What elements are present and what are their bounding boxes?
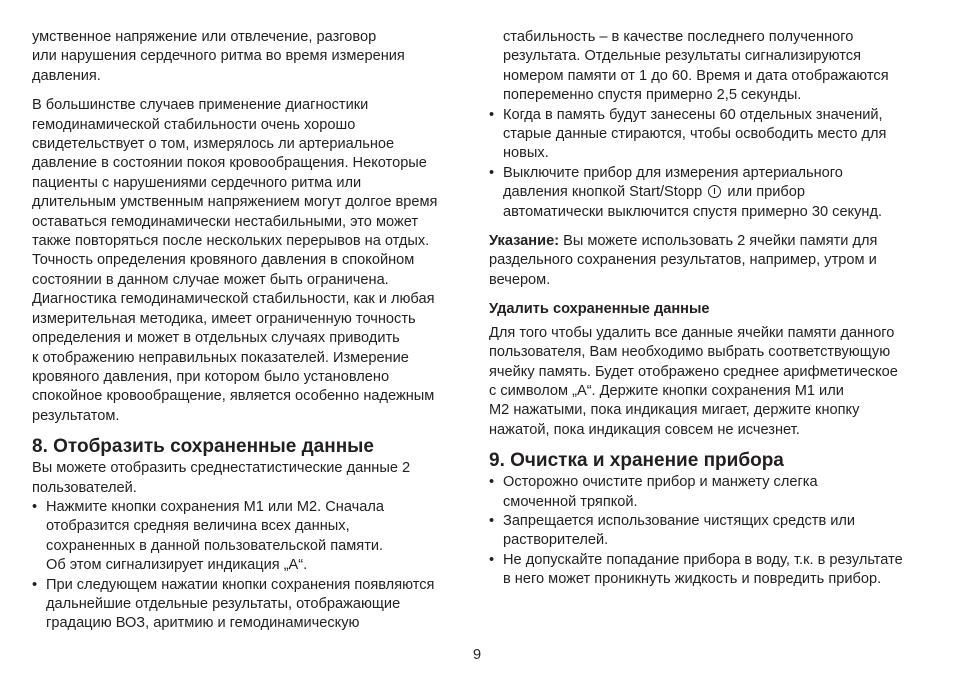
list-item xyxy=(32,498,472,576)
list-item xyxy=(489,512,929,551)
text-line: спокойное кровообращение, является особенно надежным xyxy=(32,388,435,405)
list-item xyxy=(489,164,929,222)
text-line: попеременно спустя примерно 2,5 секунды. xyxy=(503,87,802,104)
text-line: сохраненных в данной пользовательской памяти. xyxy=(46,537,384,554)
text-line: Выключите прибор для измерения артериального xyxy=(503,164,843,181)
text-line: Вы можете отобразить среднестатистические данные 2 xyxy=(32,460,411,477)
text-line: отобразится средняя величина всех данных, xyxy=(46,518,350,535)
section-8-heading: 8. Отобразить сохраненные данные xyxy=(32,436,374,458)
text-line: умственное напряжение или отвлечение, разговор xyxy=(32,29,377,45)
text-line: смоченной тряпкой. xyxy=(503,493,638,510)
note-paragraph xyxy=(489,232,929,290)
text-line: Осторожно очистите прибор и манжету слегка xyxy=(503,474,818,491)
text-line: стабильность – в качестве последнего полученного xyxy=(503,29,854,45)
text-line: ячейку память. Будет отображено среднее арифметическое xyxy=(489,363,898,380)
text-line: кровяного давления, при котором было установлено xyxy=(32,368,390,385)
section-9-list xyxy=(489,473,929,589)
text-line: M2 нажатыми, пока индикация мигает, держите кнопку xyxy=(489,402,860,419)
note-label: Указание: xyxy=(489,233,560,250)
text-line: пациенты с нарушениями сердечного ритма или xyxy=(32,174,362,191)
bullet-icon: • xyxy=(489,164,495,181)
text-line: длительным умственным напряжением могут долгое время xyxy=(32,194,438,211)
text-line: в него может проникнуть жидкость и повредить прибор. xyxy=(503,571,882,588)
text-line: В большинстве случаев применение диагностики xyxy=(32,97,369,114)
list-item xyxy=(489,551,929,590)
list-item xyxy=(489,473,929,512)
text-line: При следующем нажатии кнопки сохранения появляются xyxy=(46,576,435,593)
text-line: раздельного сохранения результатов, например, утром и xyxy=(489,252,877,269)
text-line: пользователя, Вам необходимо выбрать соответствующую xyxy=(489,344,891,361)
section-8-intro xyxy=(32,459,472,498)
text-line: Нажмите кнопки сохранения M1 или M2. Сначала xyxy=(46,498,384,515)
text-line: новых. xyxy=(503,145,549,162)
text-line: или нарушения сердечного ритма во время измерения xyxy=(32,48,405,65)
text-line: давления. xyxy=(32,67,101,84)
delete-paragraph xyxy=(489,324,929,440)
left-column xyxy=(32,28,472,634)
text-line: давление в состоянии покоя кровообращения. Некоторые xyxy=(32,155,427,172)
bullet-icon: • xyxy=(32,498,38,515)
text-line: дальнейшие отдельные результаты, отображающие xyxy=(46,595,401,612)
delete-heading: Удалить сохраненные данные xyxy=(489,301,710,318)
text-line: результатом. xyxy=(32,407,120,424)
text-line: также повторяться после нескольких перерывов на отдых. xyxy=(32,233,430,250)
text-line: нажатой, пока индикация совсем не исчезнет. xyxy=(489,421,800,438)
text-fragment: давления кнопкой Start/Stopp xyxy=(503,184,703,201)
text-line: определения и может в отдельных случаях приводить xyxy=(32,330,400,347)
right-column xyxy=(489,28,929,590)
text-line: Об этом сигнализирует индикация „A“. xyxy=(46,557,308,574)
section-9-heading: 9. Очистка и хранение прибора xyxy=(489,450,784,472)
text-line: Не допускайте попадание прибора в воду, т.к. в результате xyxy=(503,551,903,568)
text-fragment: или прибор xyxy=(727,184,805,201)
text-line: пользователей. xyxy=(32,479,137,496)
text-line: к отображению неправильных показателей. Измерение xyxy=(32,349,409,366)
text-line: Когда в память будут занесены 60 отдельных значений, xyxy=(503,106,883,123)
text-line: номером памяти от 1 до 60. Время и дата отображаются xyxy=(503,67,889,84)
text-line: гемодинамической стабильности очень хорошо xyxy=(32,116,356,133)
text-line: результата. Отдельные результаты сигнализируются xyxy=(503,48,861,65)
text-line: свидетельствует о том, измерялось ли артериальное xyxy=(32,136,395,153)
text-line: растворителей. xyxy=(503,532,609,549)
list-item xyxy=(32,576,472,634)
text-line: Для того чтобы удалить все данные ячейки памяти данного xyxy=(489,324,895,341)
memory-list xyxy=(489,106,929,222)
power-icon xyxy=(708,185,721,198)
text-line xyxy=(489,233,877,249)
text-line: измерительная методика, имеет ограниченную точность xyxy=(32,310,416,327)
text-line: состоянии в данном случае может быть ограничена. xyxy=(32,271,389,288)
section-8-list xyxy=(32,498,472,634)
text-line: градацию ВОЗ, аритмию и гемодинамическую xyxy=(46,615,360,632)
text-fragment: Вы можете использовать 2 ячейки памяти для xyxy=(559,233,878,250)
text-line: старые данные стираются, чтобы освободить место для xyxy=(503,126,887,143)
stability-paragraph xyxy=(32,96,472,426)
list-item xyxy=(489,106,929,164)
text-line: с символом „A“. Держите кнопки сохранения M1 или xyxy=(489,382,844,399)
text-line: Точность определения кровяного давления в спокойном xyxy=(32,252,415,269)
continued-paragraph xyxy=(489,28,929,106)
text-line: Диагностика гемодинамической стабильности, как и любая xyxy=(32,291,435,308)
bullet-icon: • xyxy=(32,576,38,593)
text-line: автоматически выключится спустя примерно 30 секунд. xyxy=(503,203,883,220)
bullet-icon: • xyxy=(489,106,495,123)
text-line: Запрещается использование чистящих средств или xyxy=(503,512,856,529)
bullet-icon: • xyxy=(489,512,495,529)
page-number: 9 xyxy=(472,647,482,663)
intro-paragraph xyxy=(32,28,472,86)
bullet-icon: • xyxy=(489,474,495,491)
text-line: оставаться гемодинамически нестабильными, это может xyxy=(32,213,419,230)
text-line: вечером. xyxy=(489,271,551,288)
bullet-icon: • xyxy=(489,551,495,568)
text-line xyxy=(503,184,805,200)
